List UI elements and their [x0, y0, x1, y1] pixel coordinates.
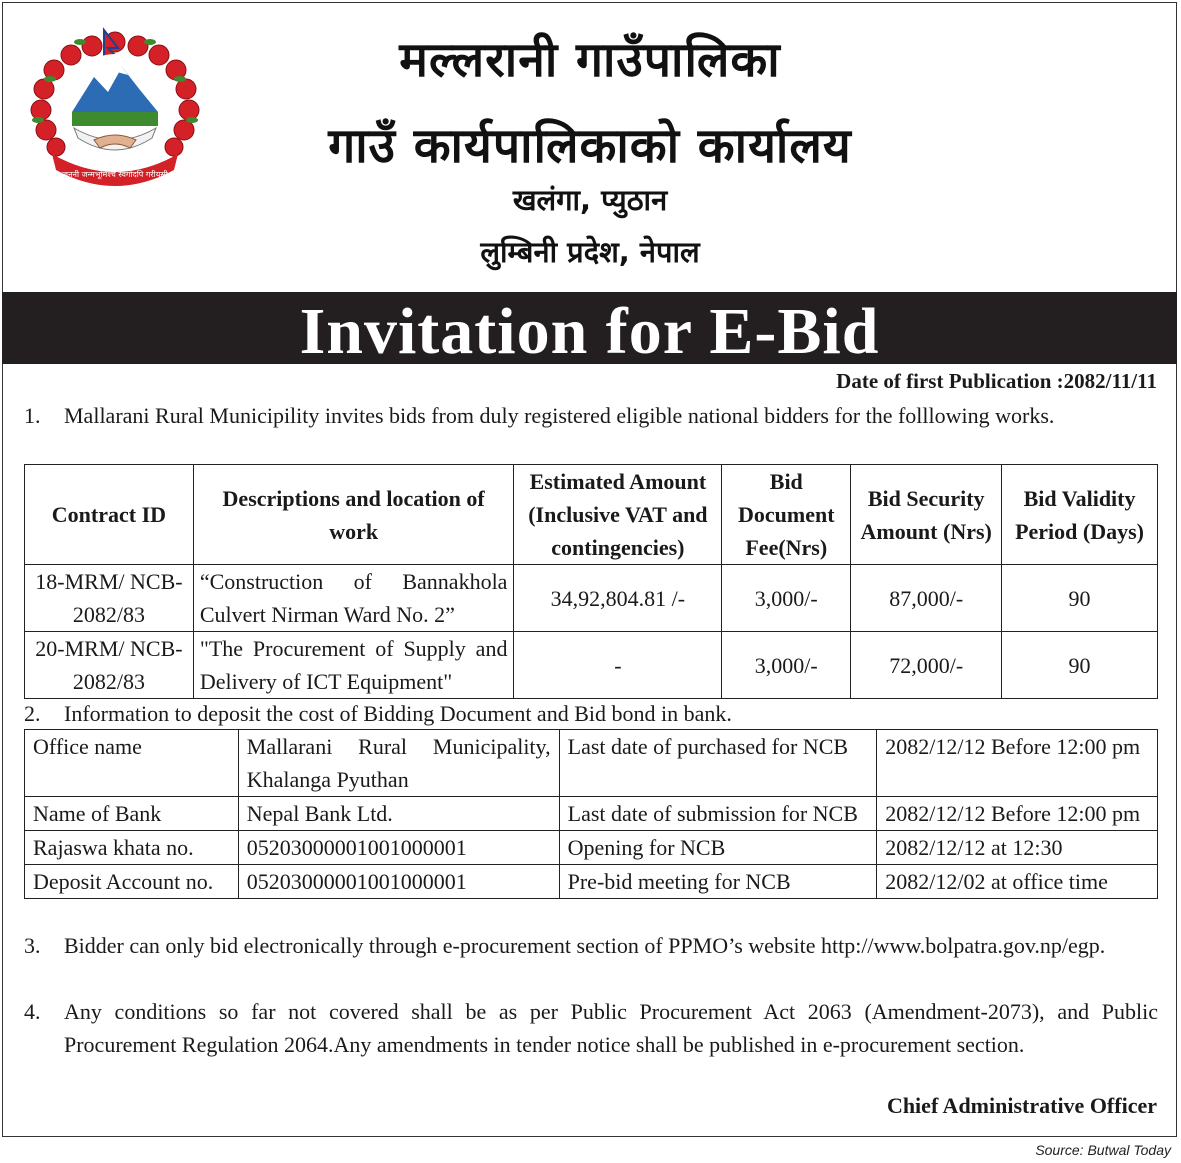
- date-cell: 2082/12/02 at office time: [877, 865, 1158, 899]
- column-header: Bid Document Fee(Nrs): [722, 465, 851, 565]
- bid-table: [24, 464, 1158, 699]
- clause-4: [24, 995, 1158, 1061]
- office-title-heading: गाउँ कार्यपालिकाको कार्यालय: [328, 118, 852, 174]
- notice-title-banner: Invitation for E-Bid: [2, 292, 1177, 364]
- clause-3: [24, 929, 1158, 962]
- publication-date: Date of first Publication :2082/11/11: [836, 369, 1157, 393]
- security-amount-cell: 72,000/-: [851, 632, 1002, 699]
- value-cell: 05203000001001000001: [238, 831, 559, 865]
- clause-number: 1.: [24, 403, 41, 428]
- contract-id-cell: 20-MRM/ NCB-2082/83: [25, 632, 194, 699]
- clause-text: Mallarani Rural Municipility invites bids from duly registered eligible national bidders for the folllowing works.: [64, 403, 1055, 428]
- svg-text:जननी जन्मभूमिश्च स्वर्गादपि गर: जननी जन्मभूमिश्च स्वर्गादपि गरीयसी: [62, 170, 168, 179]
- estimated-amount-cell: 34,92,804.81 /-: [514, 565, 722, 632]
- table-row: [25, 632, 1158, 699]
- signatory: Chief Administrative Officer: [886, 1093, 1157, 1118]
- label-cell: Name of Bank: [25, 797, 239, 831]
- clause-text: Information to deposit the cost of Bidding Document and Bid bond in bank.: [64, 701, 732, 726]
- date-cell: 2082/12/12 Before 12:00 pm: [877, 797, 1158, 831]
- item-cell: Pre-bid meeting for NCB: [559, 865, 877, 899]
- value-cell: Nepal Bank Ltd.: [238, 797, 559, 831]
- item-cell: Last date of purchased for NCB: [559, 730, 877, 797]
- label-cell: Rajaswa khata no.: [25, 831, 239, 865]
- clause-number: 3.: [24, 933, 41, 958]
- item-cell: Last date of submission for NCB: [559, 797, 877, 831]
- office-province: लुम्बिनी प्रदेश, नेपाल: [480, 235, 700, 269]
- validity-cell: 90: [1002, 565, 1158, 632]
- bank-info-table: [24, 729, 1158, 899]
- table-row: [25, 565, 1158, 632]
- clause-number: 4.: [24, 999, 41, 1024]
- clause-1: [24, 399, 1158, 432]
- clause-2: [24, 697, 1158, 730]
- contract-id-cell: 18-MRM/ NCB-2082/83: [25, 565, 194, 632]
- clause-number: 2.: [24, 701, 41, 726]
- validity-cell: 90: [1002, 632, 1158, 699]
- source-credit: Source: Butwal Today: [1035, 1142, 1171, 1158]
- table-row: [25, 730, 1158, 797]
- table-row: [25, 865, 1158, 899]
- column-header: Bid Security Amount (Nrs): [851, 465, 1002, 565]
- column-header: Estimated Amount (Inclusive VAT and contingencies): [514, 465, 722, 565]
- label-cell: Office name: [25, 730, 239, 797]
- document-fee-cell: 3,000/-: [722, 632, 851, 699]
- date-cell: 2082/12/12 at 12:30: [877, 831, 1158, 865]
- estimated-amount-cell: -: [514, 632, 722, 699]
- value-cell: Mallarani Rural Municipality, Khalanga Pyuthan: [238, 730, 559, 797]
- office-location: खलंगा, प्युठान: [512, 183, 668, 217]
- clause-text: Bidder can only bid electronically through e-procurement section of PPMO’s website http://www.bolpatra.gov.np/egp.: [64, 933, 1106, 958]
- date-cell: 2082/12/12 Before 12:00 pm: [877, 730, 1158, 797]
- column-header: Bid Validity Period (Days): [1002, 465, 1158, 565]
- security-amount-cell: 87,000/-: [851, 565, 1002, 632]
- value-cell: 05203000001001000001: [238, 865, 559, 899]
- table-header-row: [25, 465, 1158, 565]
- nepal-emblem-icon: [22, 22, 208, 192]
- description-cell: “Construction of Bannakhola Culvert Nirman Ward No. 2”: [193, 565, 514, 632]
- clause-text: Any conditions so far not covered shall be as per Public Procurement Act 2063 (Amendment-2073), and Public Procurement Regulation 2064.Any amendments in tender notice shall be published in e-procurement section.: [64, 999, 1158, 1057]
- item-cell: Opening for NCB: [559, 831, 877, 865]
- column-header: Contract ID: [25, 465, 194, 565]
- table-row: [25, 797, 1158, 831]
- office-name-heading: मल्लरानी गाउँपालिका: [399, 32, 781, 88]
- label-cell: Deposit Account no.: [25, 865, 239, 899]
- column-header: Descriptions and location of work: [193, 465, 514, 565]
- document-fee-cell: 3,000/-: [722, 565, 851, 632]
- description-cell: "The Procurement of Supply and Delivery of ICT Equipment": [193, 632, 514, 699]
- table-row: [25, 831, 1158, 865]
